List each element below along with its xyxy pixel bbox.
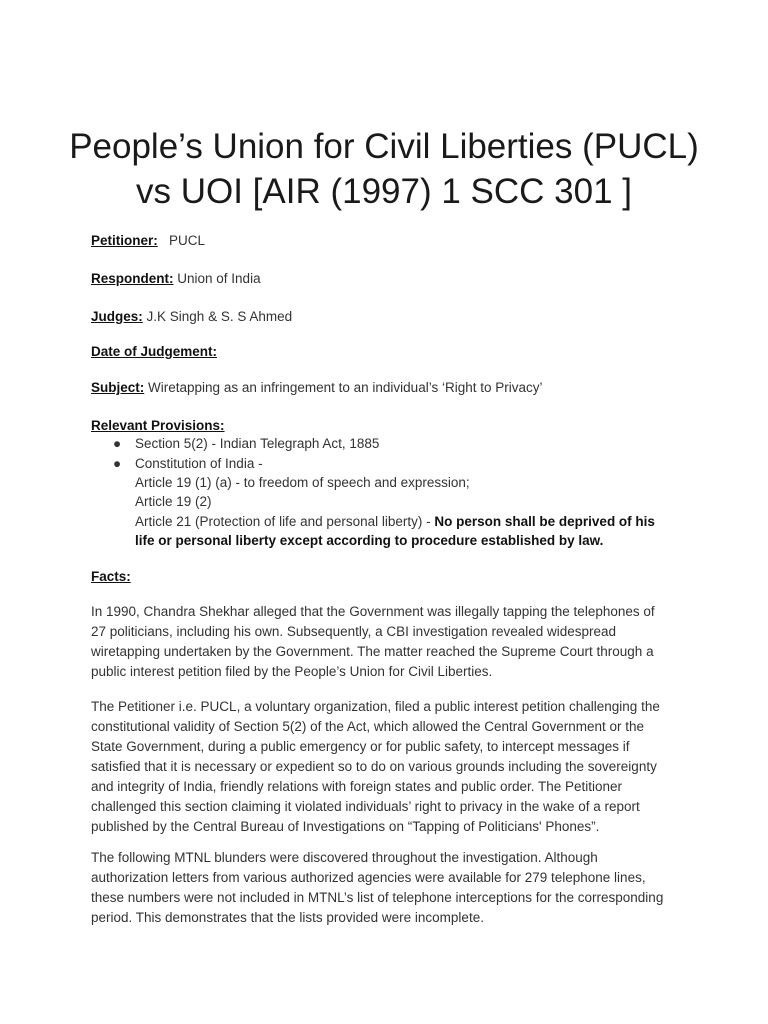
facts-heading <box>91 568 131 586</box>
facts-paragraph <box>91 848 691 928</box>
relevant-provisions-heading <box>91 417 225 435</box>
article-21-bold-text-continued: life or personal liberty except according to procedure established by law. <box>135 533 604 548</box>
date-of-judgement-field <box>91 343 217 361</box>
provision-list-item <box>113 455 263 473</box>
provision-item-text: Section 5(2) - Indian Telegraph Act, 1885 <box>135 436 380 451</box>
paragraph-line: State Government, during a public emergency or for public safety, to intercept messages if <box>91 739 630 754</box>
relevant-provisions-label: Relevant Provisions: <box>91 418 225 433</box>
title-line-1: People’s Union for Civil Liberties (PUCL) <box>69 127 699 166</box>
article-19-2-line: Article 19 (2) <box>135 494 212 509</box>
respondent-value: Union of India <box>177 271 261 286</box>
subject-value: Wiretapping as an infringement to an individual’s ‘Right to Privacy’ <box>148 380 543 395</box>
paragraph-line: published by the Central Bureau of Investigations on “Tapping of Politicians' Phones”. <box>91 819 600 834</box>
paragraph-line: period. This demonstrates that the lists provided were incomplete. <box>91 910 484 925</box>
subject-field <box>91 379 542 397</box>
judges-value: J.K Singh & S. S Ahmed <box>146 309 293 324</box>
page-title <box>60 124 708 214</box>
article-21-bold-text: No person shall be deprived of his <box>434 514 655 529</box>
provision-item-text: Constitution of India - <box>135 456 263 471</box>
provision-list-item <box>113 435 379 453</box>
paragraph-line: challenged this section claiming it violated individuals’ right to privacy in the wake of a report <box>91 799 640 814</box>
paragraph-line: authorization letters from various authorized agencies were available for 279 telephone lines, <box>91 870 646 885</box>
bullet-icon: ● <box>113 436 122 451</box>
respondent-label: Respondent: <box>91 271 174 286</box>
date-of-judgement-label: Date of Judgement: <box>91 344 218 359</box>
paragraph-line: The following MTNL blunders were discovered throughout the investigation. Although <box>91 850 598 865</box>
article-21-continuation-line <box>135 531 603 550</box>
paragraph-line: public interest petition filed by the People’s Union for Civil Liberties. <box>91 664 493 679</box>
facts-paragraph <box>91 602 691 682</box>
paragraph-line: 27 politicians, including his own. Subsequently, a CBI investigation revealed widespread <box>91 624 617 639</box>
petitioner-field <box>91 232 205 250</box>
subject-label: Subject: <box>91 380 145 395</box>
article-21-line <box>135 512 655 531</box>
paragraph-line: wiretapping undertaken by the Government. The matter reached the Supreme Court through a <box>91 644 654 659</box>
petitioner-value: PUCL <box>169 233 206 248</box>
paragraph-line: constitutional validity of Section 5(2) of the Act, which allowed the Central Government or the <box>91 719 645 734</box>
facts-label: Facts: <box>91 569 131 584</box>
paragraph-line: The Petitioner i.e. PUCL, a voluntary organization, filed a public interest petition challenging the <box>91 699 660 714</box>
paragraph-line: these numbers were not included in MTNL’s list of telephone interceptions for the corresponding <box>91 890 664 905</box>
facts-paragraph <box>91 697 691 837</box>
paragraph-line: In 1990, Chandra Shekhar alleged that the Government was illegally tapping the telephones of <box>91 604 655 619</box>
article-21-plain-text: Article 21 (Protection of life and personal liberty) - <box>135 514 435 529</box>
judges-label: Judges: <box>91 309 143 324</box>
respondent-field <box>91 270 261 288</box>
bullet-icon: ● <box>113 456 122 471</box>
petitioner-label: Petitioner: <box>91 233 158 248</box>
paragraph-line: satisfied that it is necessary or expedient so to do on various grounds including the sovereignty <box>91 759 657 774</box>
paragraph-line: and integrity of India, friendly relations with foreign states and public order. The Petitioner <box>91 779 623 794</box>
judges-field <box>91 308 292 326</box>
article-19-1-a-line: Article 19 (1) (a) - to freedom of speech and expression; <box>135 475 470 490</box>
title-line-2: vs UOI [AIR (1997) 1 SCC 301 ] <box>135 172 632 211</box>
